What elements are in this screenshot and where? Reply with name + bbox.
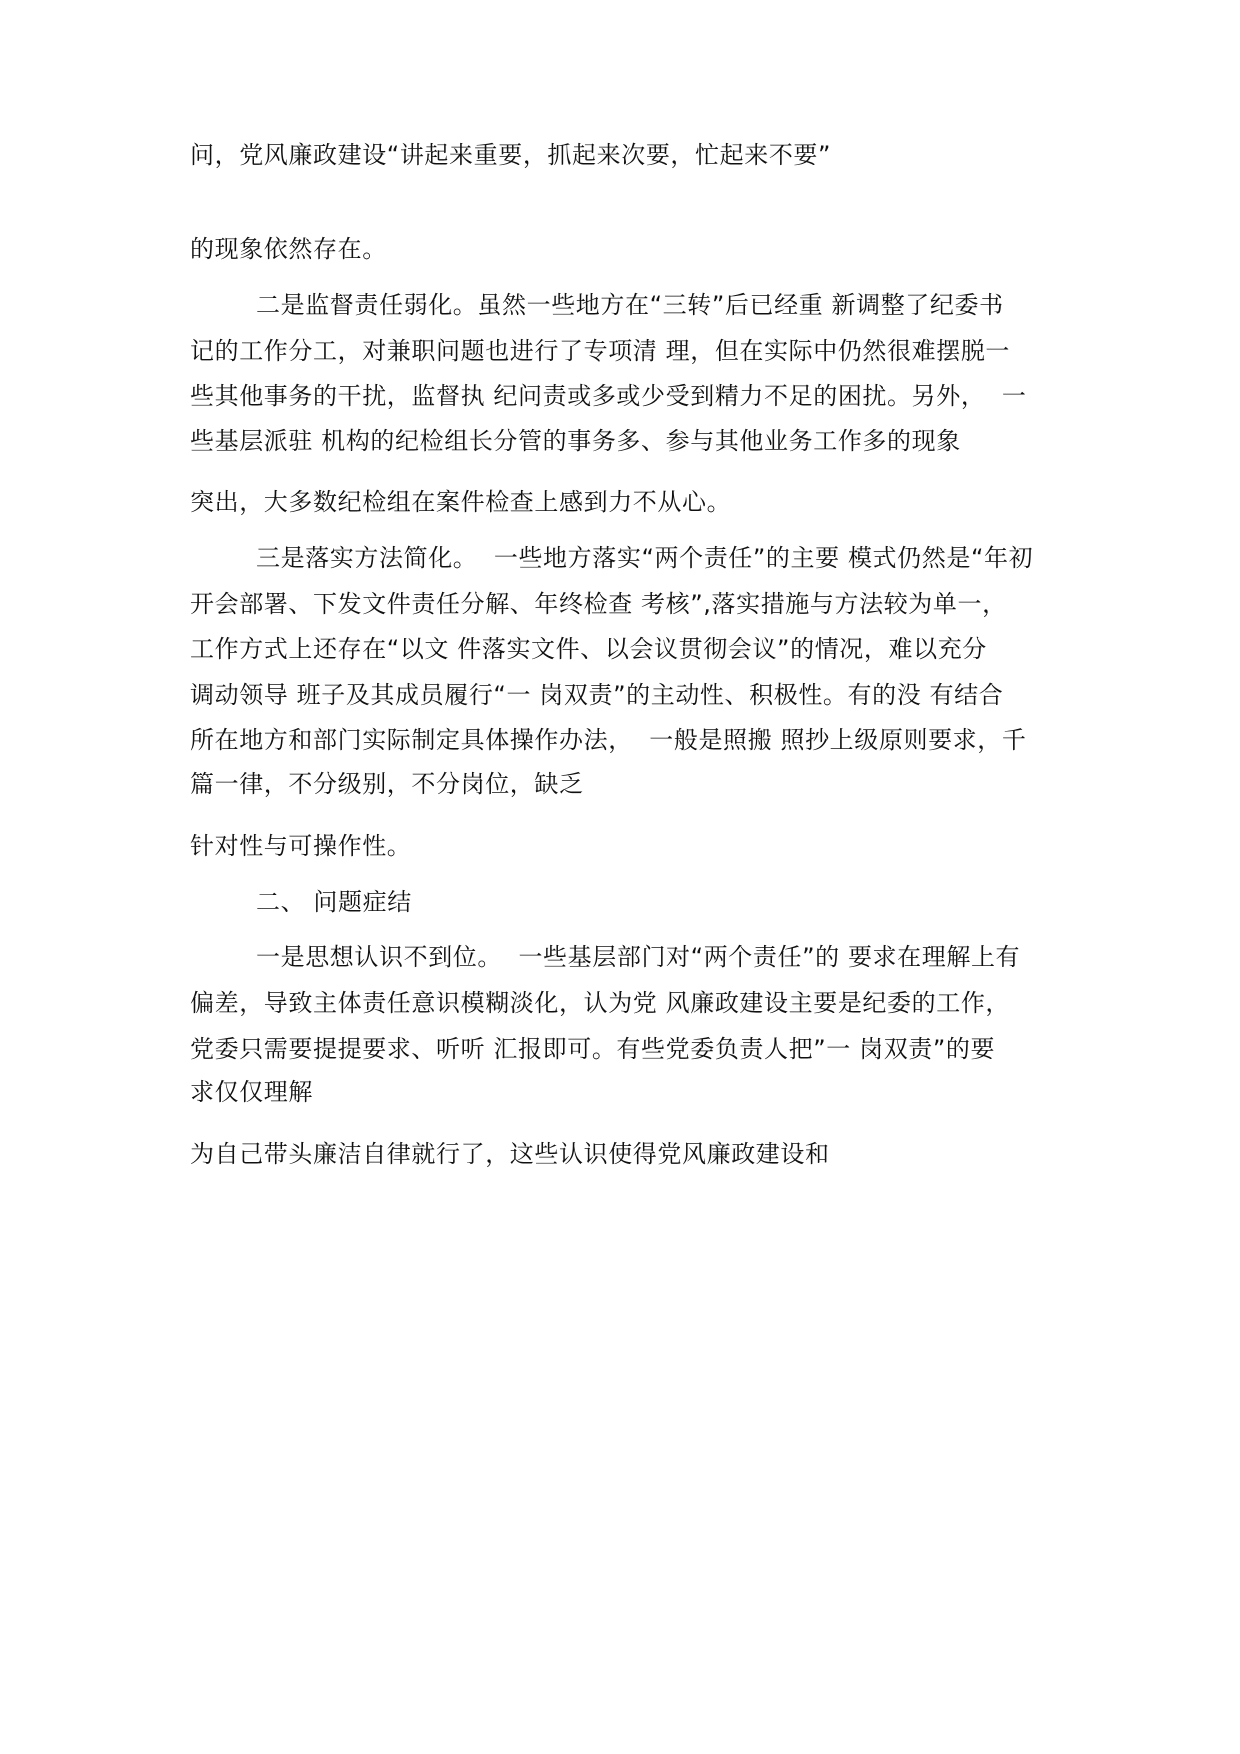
paragraph-start-line: 二是监督责任弱化。虽然一些地方在“三转”后已经重 新调整了纪委书 — [256, 291, 1004, 319]
text-line: 篇一律，不分级别，不分岗位，缺乏 — [190, 770, 584, 798]
text-line: 所在地方和部门实际制定具体操作办法， 一般是照搬 照抄上级原则要求，千 — [190, 726, 1027, 754]
section-heading: 二、 问题症结 — [256, 888, 412, 916]
text-line: 问，党风廉政建设“讲起来重要，抓起来次要，忙起来不要” — [190, 141, 832, 169]
text-line: 些其他事务的干扰，监督执 纪问责或多或少受到精力不足的困扰。另外， 一 — [190, 382, 1027, 410]
text-line: 针对性与可操作性。 — [190, 832, 412, 860]
text-line: 调动领导 班子及其成员履行“一 岗双责”的主动性、积极性。有的没 有结合 — [190, 681, 1004, 709]
text-line: 些基层派驻 机构的纪检组长分管的事务多、参与其他业务工作多的现象 — [190, 427, 961, 455]
text-line: 党委只需要提提要求、听听 汇报即可。有些党委负责人把”一 岗双责”的要 — [190, 1035, 996, 1063]
text-line: 工作方式上还存在“以文 件落实文件、以会议贯彻会议”的情况，难以充分 — [190, 635, 987, 663]
text-line: 求仅仅理解 — [190, 1078, 313, 1106]
text-line: 偏差，导致主体责任意识模糊淡化，认为党 风廉政建设主要是纪委的工作， — [190, 989, 1011, 1017]
text-line: 为自己带头廉洁自律就行了，这些认识使得党风廉政建设和 — [190, 1140, 830, 1168]
paragraph-start-line: 一是思想认识不到位。 一些基层部门对“两个责任”的 要求在理解上有 — [256, 943, 1021, 971]
text-line: 突出，大多数纪检组在案件检查上感到力不从心。 — [190, 488, 732, 516]
text-line: 记的工作分工，对兼职问题也进行了专项清 理，但在实际中仍然很难摆脱一 — [190, 337, 1011, 365]
text-line: 的现象依然存在。 — [190, 235, 387, 263]
paragraph-start-line: 三是落实方法简化。 一些地方落实“两个责任”的主要 模式仍然是“年初 — [256, 544, 1034, 572]
text-line: 开会部署、下发文件责任分解、年终检查 考核”,落实措施与方法较为单一， — [190, 590, 1007, 618]
